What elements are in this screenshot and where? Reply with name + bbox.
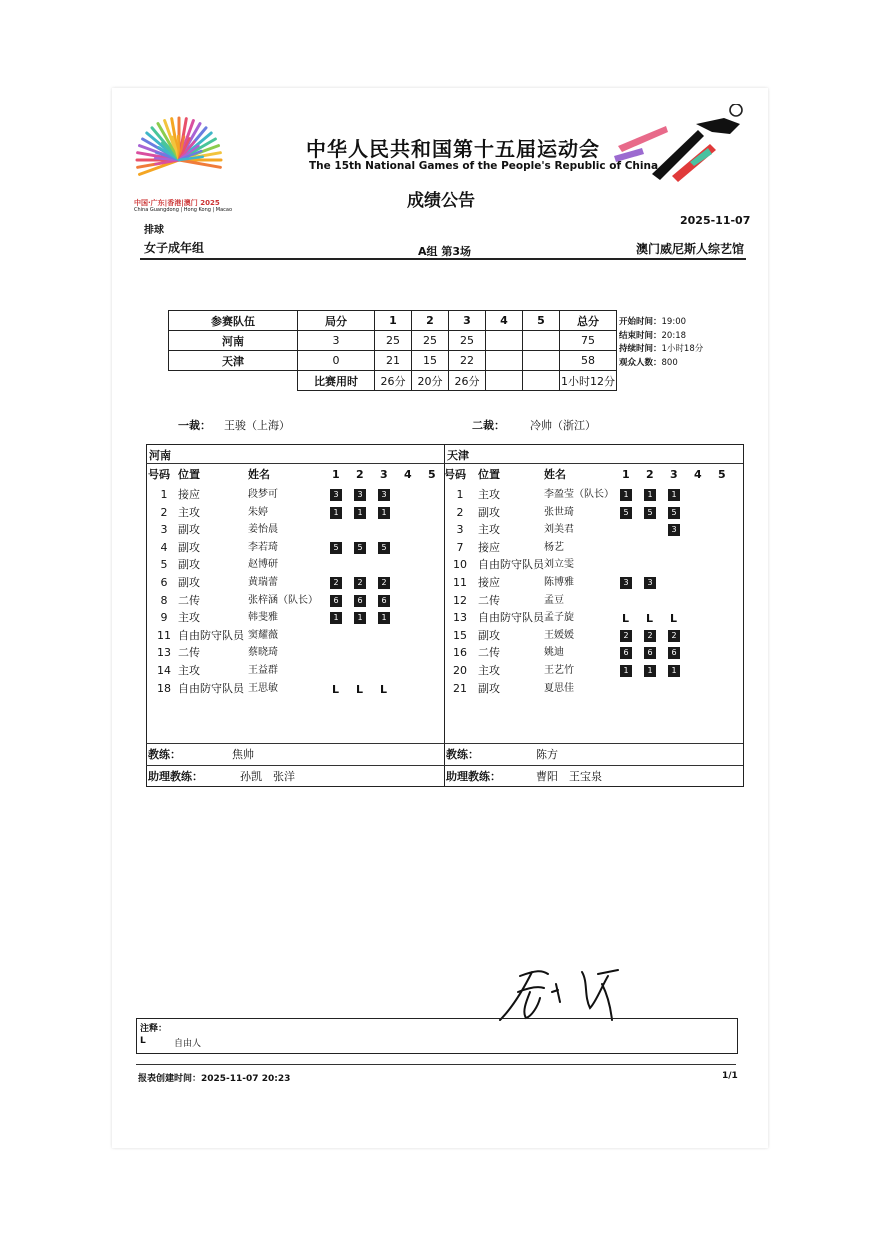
score-table bbox=[168, 310, 617, 391]
player-position: 主攻 bbox=[178, 611, 200, 625]
libero-mark: L bbox=[356, 682, 364, 696]
player-name: 王益群 bbox=[248, 665, 278, 676]
player-name: 李盈莹（队长） bbox=[544, 489, 614, 500]
player-position: 接应 bbox=[478, 576, 500, 589]
starting-position-box: 3 bbox=[668, 524, 680, 536]
player-position: 自由防守队员 bbox=[478, 558, 544, 572]
player-number: 15 bbox=[453, 628, 467, 642]
starting-position-box: 6 bbox=[354, 595, 366, 607]
player-number: 4 bbox=[160, 540, 168, 554]
player-number: 1 bbox=[160, 488, 168, 501]
player-name: 张梓涵（队长） bbox=[248, 594, 318, 606]
team-header: 参赛队伍 bbox=[169, 311, 298, 331]
team-name: 天津 bbox=[169, 351, 298, 371]
starting-position-box: 6 bbox=[644, 647, 656, 659]
player-position: 自由防守队员 bbox=[178, 681, 244, 695]
player-position: 二传 bbox=[178, 646, 200, 660]
notes-box bbox=[136, 1018, 738, 1054]
roster-header-set: 2 bbox=[356, 468, 364, 481]
roster-header-set: 1 bbox=[622, 468, 630, 481]
player-number: 2 bbox=[160, 505, 168, 519]
starting-position-box: 2 bbox=[644, 630, 656, 642]
starting-position-box: 2 bbox=[668, 630, 680, 642]
total-points: 58 bbox=[560, 351, 617, 371]
set-score: 22 bbox=[449, 351, 486, 371]
starting-position-box: 2 bbox=[330, 577, 342, 589]
set5-header: 5 bbox=[523, 311, 560, 331]
roster-header-name: 姓名 bbox=[248, 468, 270, 481]
roster-header-no: 号码 bbox=[444, 468, 466, 481]
starting-position-box: 2 bbox=[620, 630, 632, 642]
player-position: 副攻 bbox=[478, 628, 500, 642]
player-name: 韩斐雅 bbox=[248, 612, 278, 624]
coach-line bbox=[146, 743, 743, 744]
player-position: 自由防守队员 bbox=[178, 628, 244, 642]
first-referee: 王骏（上海） bbox=[224, 419, 290, 432]
set1-header: 1 bbox=[375, 311, 412, 331]
player-position: 副攻 bbox=[478, 505, 500, 519]
starting-position-box: 5 bbox=[330, 542, 342, 554]
starting-position-box: 2 bbox=[354, 577, 366, 589]
starting-position-box: 1 bbox=[620, 489, 632, 501]
player-number: 18 bbox=[157, 681, 171, 695]
starting-position-box: 1 bbox=[644, 665, 656, 677]
competition-group: 女子成年组 bbox=[144, 241, 205, 255]
starting-position-box: 2 bbox=[378, 577, 390, 589]
page-number: 1/1 bbox=[722, 1071, 738, 1081]
total-header: 总分 bbox=[560, 311, 617, 331]
score-row bbox=[169, 351, 617, 371]
starting-position-box: 5 bbox=[354, 542, 366, 554]
roster-header-name: 姓名 bbox=[544, 468, 566, 481]
roster-header-set: 3 bbox=[380, 468, 388, 481]
games-title-cn: 中华人民共和国第十五届运动会 bbox=[306, 137, 600, 161]
team-b-assistant: 曹阳 王宝泉 bbox=[536, 770, 602, 783]
roster-header-no: 号码 bbox=[148, 468, 170, 481]
duration-row bbox=[169, 371, 617, 391]
player-name: 刘美君 bbox=[544, 524, 574, 536]
team-a-name: 河南 bbox=[149, 449, 171, 462]
notes-code: L bbox=[140, 1036, 146, 1046]
report-created: 报表创建时间：2025-11-07 20:23 bbox=[138, 1074, 291, 1084]
set-score: 21 bbox=[375, 351, 412, 371]
starting-position-box: 1 bbox=[378, 612, 390, 624]
sets-header: 局分 bbox=[298, 311, 375, 331]
player-number: 16 bbox=[453, 646, 467, 660]
set-score: 25 bbox=[412, 331, 449, 351]
player-position: 主攻 bbox=[178, 664, 200, 677]
duration-time: 持续时间：1小时18分 bbox=[619, 344, 704, 354]
player-name: 刘立雯 bbox=[544, 559, 574, 571]
player-name: 夏思佳 bbox=[544, 682, 574, 694]
player-name: 姜怡晨 bbox=[248, 524, 278, 536]
player-number: 3 bbox=[456, 523, 464, 537]
player-number: 3 bbox=[160, 523, 168, 537]
starting-position-box: 6 bbox=[620, 647, 632, 659]
player-number: 7 bbox=[456, 540, 464, 554]
sport-name: 排球 bbox=[144, 225, 164, 236]
player-position: 副攻 bbox=[178, 540, 200, 554]
total-points: 75 bbox=[560, 331, 617, 351]
player-name: 朱婷 bbox=[248, 506, 268, 518]
starting-position-box: 5 bbox=[620, 507, 632, 519]
player-number: 11 bbox=[453, 576, 467, 589]
player-number: 6 bbox=[160, 576, 168, 589]
player-number: 11 bbox=[157, 628, 171, 642]
player-position: 副攻 bbox=[178, 523, 200, 537]
team-b-coach: 陈方 bbox=[536, 748, 558, 761]
player-number: 13 bbox=[453, 611, 467, 625]
team-a-assistant-label: 助理教练： bbox=[148, 770, 203, 783]
player-name: 段梦可 bbox=[248, 489, 278, 500]
attendance: 观众人数：800 bbox=[619, 357, 678, 368]
assistant-line bbox=[146, 765, 743, 766]
player-name: 王媛媛 bbox=[544, 629, 574, 641]
sets-won: 3 bbox=[298, 331, 375, 351]
set4-header: 4 bbox=[486, 311, 523, 331]
set2-header: 2 bbox=[412, 311, 449, 331]
player-position: 二传 bbox=[178, 593, 200, 607]
starting-position-box: 3 bbox=[378, 489, 390, 501]
player-name: 陈博雅 bbox=[544, 577, 574, 588]
starting-position-box: 6 bbox=[378, 595, 390, 607]
player-position: 自由防守队员 bbox=[478, 611, 544, 625]
roster-header-set: 3 bbox=[670, 468, 678, 481]
team-a-coach: 焦帅 bbox=[232, 748, 254, 761]
player-name: 窦耀薇 bbox=[248, 629, 278, 641]
second-referee: 冷帅（浙江） bbox=[530, 419, 596, 432]
notes-meaning: 自由人 bbox=[174, 1039, 202, 1049]
logo-text: 中国·广东|香港|澳门 2025 bbox=[134, 199, 220, 207]
player-number: 2 bbox=[456, 505, 464, 519]
player-name: 王思敏 bbox=[248, 682, 278, 694]
libero-mark: L bbox=[622, 612, 630, 626]
player-position: 副攻 bbox=[478, 681, 500, 695]
notes-label: 注释： bbox=[140, 1024, 168, 1034]
first-referee-label: 一裁： bbox=[178, 419, 211, 432]
volleyball-pictogram bbox=[612, 104, 748, 190]
player-number: 21 bbox=[453, 681, 467, 695]
roster-header-set: 2 bbox=[646, 468, 654, 481]
player-name: 李若琦 bbox=[248, 541, 278, 553]
match-label: A组 第3场 bbox=[418, 245, 471, 258]
starting-position-box: 1 bbox=[668, 489, 680, 501]
starting-position-box: 3 bbox=[620, 577, 632, 589]
player-number: 9 bbox=[160, 611, 168, 625]
set-duration: 26分 bbox=[449, 371, 486, 391]
player-position: 副攻 bbox=[178, 558, 200, 572]
player-number: 5 bbox=[160, 558, 168, 572]
player-number: 12 bbox=[453, 593, 467, 607]
player-name: 孟子旋 bbox=[544, 612, 574, 624]
player-name: 姚迪 bbox=[544, 647, 564, 659]
roster-header-line bbox=[146, 463, 743, 464]
venue: 澳门威尼斯人综艺馆 bbox=[636, 242, 745, 256]
player-name: 杨艺 bbox=[544, 541, 564, 553]
player-number: 20 bbox=[453, 664, 467, 677]
starting-position-box: 1 bbox=[330, 612, 342, 624]
header-divider bbox=[140, 258, 746, 260]
starting-position-box: 1 bbox=[620, 665, 632, 677]
starting-position-box: 1 bbox=[354, 507, 366, 519]
player-name: 赵博研 bbox=[248, 559, 278, 571]
starting-position-box: 1 bbox=[354, 612, 366, 624]
set-score bbox=[486, 331, 523, 351]
set-score bbox=[486, 351, 523, 371]
set-score bbox=[523, 331, 560, 351]
player-position: 主攻 bbox=[478, 488, 500, 501]
team-b-assistant-label: 助理教练： bbox=[446, 770, 501, 783]
starting-position-box: 5 bbox=[668, 507, 680, 519]
total-duration: 1小时12分 bbox=[560, 371, 617, 391]
team-b-name: 天津 bbox=[447, 449, 469, 462]
starting-position-box: 6 bbox=[668, 647, 680, 659]
logo-subtext: China Guangdong | Hong Kong | Macao bbox=[134, 207, 233, 213]
roster-header-set: 5 bbox=[718, 468, 726, 481]
team-name: 河南 bbox=[169, 331, 298, 351]
player-name: 孟豆 bbox=[544, 594, 564, 606]
starting-position-box: 3 bbox=[354, 489, 366, 501]
team-a-assistant: 孙凯 张洋 bbox=[240, 770, 295, 783]
libero-mark: L bbox=[380, 682, 388, 696]
starting-position-box: 5 bbox=[378, 542, 390, 554]
set-duration bbox=[523, 371, 560, 391]
match-info bbox=[619, 316, 703, 370]
roster-header-position: 位置 bbox=[478, 468, 500, 481]
set3-header: 3 bbox=[449, 311, 486, 331]
player-name: 张世琦 bbox=[544, 506, 574, 518]
set-score: 25 bbox=[375, 331, 412, 351]
document-title: 成绩公告 bbox=[407, 191, 475, 211]
starting-position-box: 6 bbox=[330, 595, 342, 607]
player-position: 副攻 bbox=[178, 576, 200, 589]
handwritten-signature bbox=[492, 962, 640, 1024]
starting-position-box: 5 bbox=[644, 507, 656, 519]
games-logo bbox=[134, 112, 224, 197]
footer-divider bbox=[136, 1064, 736, 1065]
player-position: 接应 bbox=[178, 488, 200, 501]
libero-mark: L bbox=[646, 612, 654, 626]
starting-position-box: 3 bbox=[330, 489, 342, 501]
set-score: 25 bbox=[449, 331, 486, 351]
player-number: 10 bbox=[453, 558, 467, 572]
player-number: 14 bbox=[157, 664, 171, 677]
player-position: 二传 bbox=[478, 646, 500, 660]
player-number: 13 bbox=[157, 646, 171, 660]
player-position: 主攻 bbox=[178, 505, 200, 519]
games-title-en: The 15th National Games of the People's Republic of China bbox=[309, 160, 659, 172]
player-position: 接应 bbox=[478, 540, 500, 554]
set-duration: 20分 bbox=[412, 371, 449, 391]
sets-won: 0 bbox=[298, 351, 375, 371]
player-number: 1 bbox=[456, 488, 464, 501]
second-referee-label: 二裁： bbox=[472, 419, 505, 432]
roster-header-set: 4 bbox=[404, 468, 412, 481]
player-position: 主攻 bbox=[478, 523, 500, 537]
player-position: 主攻 bbox=[478, 664, 500, 677]
starting-position-box: 1 bbox=[330, 507, 342, 519]
roster-header-set: 1 bbox=[332, 468, 340, 481]
start-time: 开始时间：19:00 bbox=[619, 317, 687, 327]
libero-mark: L bbox=[670, 612, 678, 626]
libero-mark: L bbox=[332, 682, 340, 696]
player-number: 8 bbox=[160, 593, 168, 607]
starting-position-box: 1 bbox=[378, 507, 390, 519]
set-score: 15 bbox=[412, 351, 449, 371]
team-b-coach-label: 教练： bbox=[446, 748, 479, 761]
report-date: 2025-11-07 bbox=[680, 214, 751, 227]
score-header-row bbox=[169, 311, 617, 331]
starting-position-box: 1 bbox=[644, 489, 656, 501]
set-duration bbox=[486, 371, 523, 391]
duration-label: 比赛用时 bbox=[298, 371, 375, 391]
roster-header-set: 5 bbox=[428, 468, 436, 481]
starting-position-box: 1 bbox=[668, 665, 680, 677]
set-duration: 26分 bbox=[375, 371, 412, 391]
player-name: 王艺竹 bbox=[544, 665, 574, 676]
team-a-coach-label: 教练： bbox=[148, 748, 181, 761]
roster-header-set: 4 bbox=[694, 468, 702, 481]
player-name: 蔡晓琦 bbox=[248, 647, 278, 659]
end-time: 结束时间：20:18 bbox=[619, 330, 687, 341]
roster-divider bbox=[444, 444, 445, 786]
starting-position-box: 3 bbox=[644, 577, 656, 589]
set-score bbox=[523, 351, 560, 371]
score-row bbox=[169, 331, 617, 351]
player-name: 黄瑞蕾 bbox=[248, 577, 278, 588]
roster-header-position: 位置 bbox=[178, 468, 200, 481]
player-position: 二传 bbox=[478, 593, 500, 607]
